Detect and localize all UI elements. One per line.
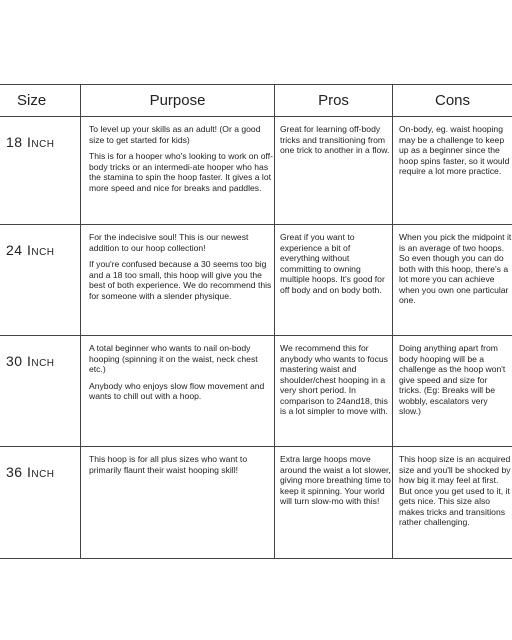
cons-cell: This hoop size is an acquired size and you'll be shocked by how big it may feel at first. But once you get used to it, it gets nice. This size also makes tricks and transitions rather challenging.	[392, 447, 512, 558]
size-label: 24 Inch	[6, 242, 55, 258]
header-size: Size	[17, 92, 47, 109]
purpose-cell	[80, 117, 274, 224]
table-row	[0, 447, 512, 559]
purpose-paragraph: Anybody who enjoys slow flow movement and wants to chill out with a hoop.	[89, 380, 265, 401]
header-cons: Cons	[392, 85, 512, 116]
table-row	[0, 117, 512, 225]
header-purpose: Purpose	[80, 85, 274, 116]
purpose-paragraph: For the indecisive soul! This is our newest addition to our hoop collection!	[89, 232, 249, 253]
pros-cell: Great if you want to experience a bit of everything without committing to owning multiple hoops. It's good for off body and on body both.	[274, 225, 392, 335]
pros-cell: Great for learning off-body tricks and transitioning from one trick to another in a flow.	[274, 117, 392, 224]
purpose-paragraph: This is for a hooper who's looking to work on off-body tricks or an intermedi-ate hooper who has the stamina to spin the hoop faster. It gives a lot more speed and nice for breaks and paddles.	[89, 151, 273, 193]
size-label: 30 Inch	[6, 353, 55, 369]
table-row	[0, 225, 512, 336]
purpose-cell	[80, 225, 274, 335]
cons-cell: When you pick the midpoint it is an average of two hoops. So even though you can do both with this hoop, there's a lot more you can achieve when you own one particular one.	[392, 225, 512, 335]
purpose-paragraph: This hoop is for all plus sizes who want to primarily flaunt their waist hooping skill!	[89, 454, 248, 475]
size-label: 36 Inch	[6, 464, 55, 480]
purpose-paragraph: A total beginner who wants to nail on-body hooping (spinning it on the waist, neck chest etc.)	[89, 343, 258, 374]
size-label: 18 Inch	[6, 134, 55, 150]
table-row	[0, 336, 512, 447]
purpose-paragraph: If you're confused because a 30 seems too big and a 18 too small, this hoop will give you the best of both experience. We do recommend this for someone with a slender physique.	[89, 259, 272, 301]
cons-cell: Doing anything apart from body hooping will be a challenge as the hoop won't give speed and size for tricks. (Eg: Breaks will be wobbly, escalators very slow.)	[392, 336, 512, 446]
header-pros: Pros	[274, 85, 392, 116]
table-header	[0, 85, 512, 117]
hoop-size-table	[0, 84, 512, 559]
pros-cell: We recommend this for anybody who wants to focus mastering waist and shoulder/chest hooping in a very short period. In comparison to 24and18, this is a lot simpler to move with.	[274, 336, 392, 446]
purpose-cell	[80, 336, 274, 446]
pros-cell: Extra large hoops move around the waist a lot slower, giving more breathing time to keep it spinning. Your world will turn slow-mo with this!	[274, 447, 392, 558]
purpose-paragraph: To level up your skills as an adult! (Or a good size to get started for kids)	[89, 124, 261, 145]
cons-cell: On-body, eg. waist hooping may be a challenge to keep up as a beginner since the hoop spins faster, so it would require a lot more practice.	[392, 117, 512, 224]
purpose-cell	[80, 447, 274, 558]
